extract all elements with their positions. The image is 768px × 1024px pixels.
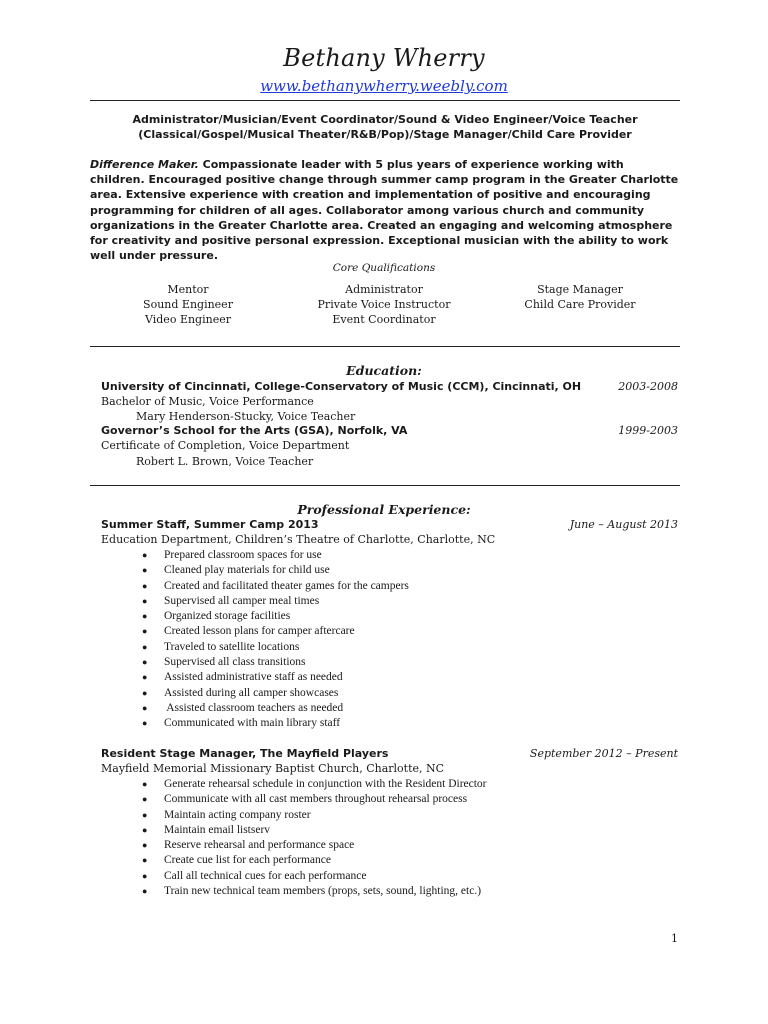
section-divider <box>90 346 680 347</box>
summary-lead: Difference Maker. <box>90 158 199 171</box>
bullet-icon: ● <box>142 657 148 668</box>
qualification-item: Child Care Provider <box>524 297 636 311</box>
bullet-icon: ● <box>142 687 148 698</box>
list-item: ● Cleaned play materials for child use <box>140 563 409 578</box>
list-item: ● Created and facilitated theater games for the campers <box>140 579 409 594</box>
bullet-icon: ● <box>142 718 148 729</box>
education-dates: 1999-2003 <box>618 424 678 437</box>
qualification-item: Private Voice Instructor <box>317 297 451 311</box>
core-qualifications-title: Core Qualifications <box>332 262 436 274</box>
education-school: Governor’s School for the Arts (GSA), Norfolk, VA <box>101 424 408 437</box>
job-dates: June – August 2013 <box>569 518 678 531</box>
professional-titles <box>90 112 680 142</box>
list-item: ● Communicated with main library staff <box>140 716 409 731</box>
qualification-item: Stage Manager <box>537 283 623 296</box>
list-item: ● Prepared classroom spaces for use <box>140 548 409 563</box>
education-dates: 2003-2008 <box>618 380 678 393</box>
bullet-icon: ● <box>142 641 148 652</box>
page-number: 1 <box>671 932 678 945</box>
bullet-icon: ● <box>142 565 148 576</box>
job-dates: September 2012 – Present <box>529 747 678 760</box>
qualification-item: Sound Engineer <box>143 297 233 311</box>
bullet-icon: ● <box>142 672 148 683</box>
list-item: ● Supervised all camper meal times <box>140 594 409 609</box>
core-qualifications-col-1 <box>88 283 288 327</box>
qualification-item: Event Coordinator <box>332 312 436 326</box>
job-organization: Education Department, Children’s Theatre of Charlotte, Charlotte, NC <box>101 533 496 546</box>
summary-text: Compassionate leader with 5 plus years of experience working with children. Encouraged positive change through summer camp program in the Greater Charlotte area. Extensive experience with creation and implementation of positive and encouraging programming for children of all ages. Collaborator among various church and community organizations in the Greater Charlotte area. Created an engaging and welcoming atmosphere for creativity and positive personal expression. Exceptional musician with the ability to work well under pressure. <box>90 158 679 263</box>
candidate-name: Bethany Wherry <box>283 44 485 72</box>
qualification-item: Administrator <box>345 283 423 296</box>
list-item: ● Communicate with all cast members throughout rehearsal process <box>140 792 487 807</box>
list-item: ● Organized storage facilities <box>140 609 409 624</box>
section-divider <box>90 485 680 486</box>
education-title: Education: <box>346 363 422 378</box>
education-degree: Certificate of Completion, Voice Department <box>101 439 350 452</box>
bullet-icon: ● <box>142 626 148 637</box>
job-organization: Mayfield Memorial Missionary Baptist Church, Charlotte, NC <box>101 762 445 775</box>
bullet-icon: ● <box>142 595 148 606</box>
bullet-icon: ● <box>142 855 148 866</box>
bullet-icon: ● <box>142 840 148 851</box>
bullet-icon: ● <box>142 809 148 820</box>
list-item: ● Maintain acting company roster <box>140 808 487 823</box>
titles-line-1: Administrator/Musician/Event Coordinator/Sound & Video Engineer/Voice Teacher <box>132 113 638 126</box>
bullet-icon: ● <box>142 611 148 622</box>
bullet-icon: ● <box>142 794 148 805</box>
list-item: ● Traveled to satellite locations <box>140 640 409 655</box>
list-item: ● Assisted classroom teachers as needed <box>140 701 409 716</box>
bullet-icon: ● <box>142 580 148 591</box>
job-title: Summer Staff, Summer Camp 2013 <box>101 518 319 531</box>
bullet-icon: ● <box>142 886 148 897</box>
bullet-icon: ● <box>142 870 148 881</box>
list-item: ● Call all technical cues for each performance <box>140 869 487 884</box>
list-item: ● Maintain email listserv <box>140 823 487 838</box>
education-teacher: Robert L. Brown, Voice Teacher <box>136 455 314 468</box>
education-school: University of Cincinnati, College-Conservatory of Music (CCM), Cincinnati, OH <box>101 380 582 393</box>
list-item: ● Train new technical team members (props, sets, sound, lighting, etc.) <box>140 884 487 899</box>
job-title: Resident Stage Manager, The Mayfield Players <box>101 747 389 760</box>
job-duties-list <box>140 777 487 899</box>
titles-line-2: (Classical/Gospel/Musical Theater/R&B/Pop)/Stage Manager/Child Care Provider <box>138 128 632 141</box>
list-item: ● Assisted during all camper showcases <box>140 686 409 701</box>
experience-title: Professional Experience: <box>297 502 471 517</box>
list-item: ● Create cue list for each performance <box>140 853 487 868</box>
qualification-item: Mentor <box>167 283 209 296</box>
header-divider <box>90 100 680 101</box>
core-qualifications-col-2 <box>284 283 484 327</box>
education-degree: Bachelor of Music, Voice Performance <box>101 395 314 408</box>
list-item: ● Reserve rehearsal and performance space <box>140 838 487 853</box>
summary-paragraph <box>90 157 680 263</box>
bullet-icon: ● <box>142 824 148 835</box>
core-qualifications-col-3 <box>480 283 680 313</box>
qualification-item: Video Engineer <box>145 312 231 326</box>
list-item: ● Supervised all class transitions <box>140 655 409 670</box>
bullet-icon: ● <box>142 550 148 560</box>
list-item: ● Assisted administrative staff as needed <box>140 670 409 685</box>
job-duties-list <box>140 548 409 732</box>
bullet-icon: ● <box>142 702 148 713</box>
list-item: ● Generate rehearsal schedule in conjunction with the Resident Director <box>140 777 487 792</box>
bullet-icon: ● <box>142 779 148 789</box>
education-teacher: Mary Henderson-Stucky, Voice Teacher <box>136 410 356 423</box>
list-item: ● Created lesson plans for camper aftercare <box>140 624 409 639</box>
website-link[interactable]: www.bethanywherry.weebly.com <box>260 77 508 95</box>
